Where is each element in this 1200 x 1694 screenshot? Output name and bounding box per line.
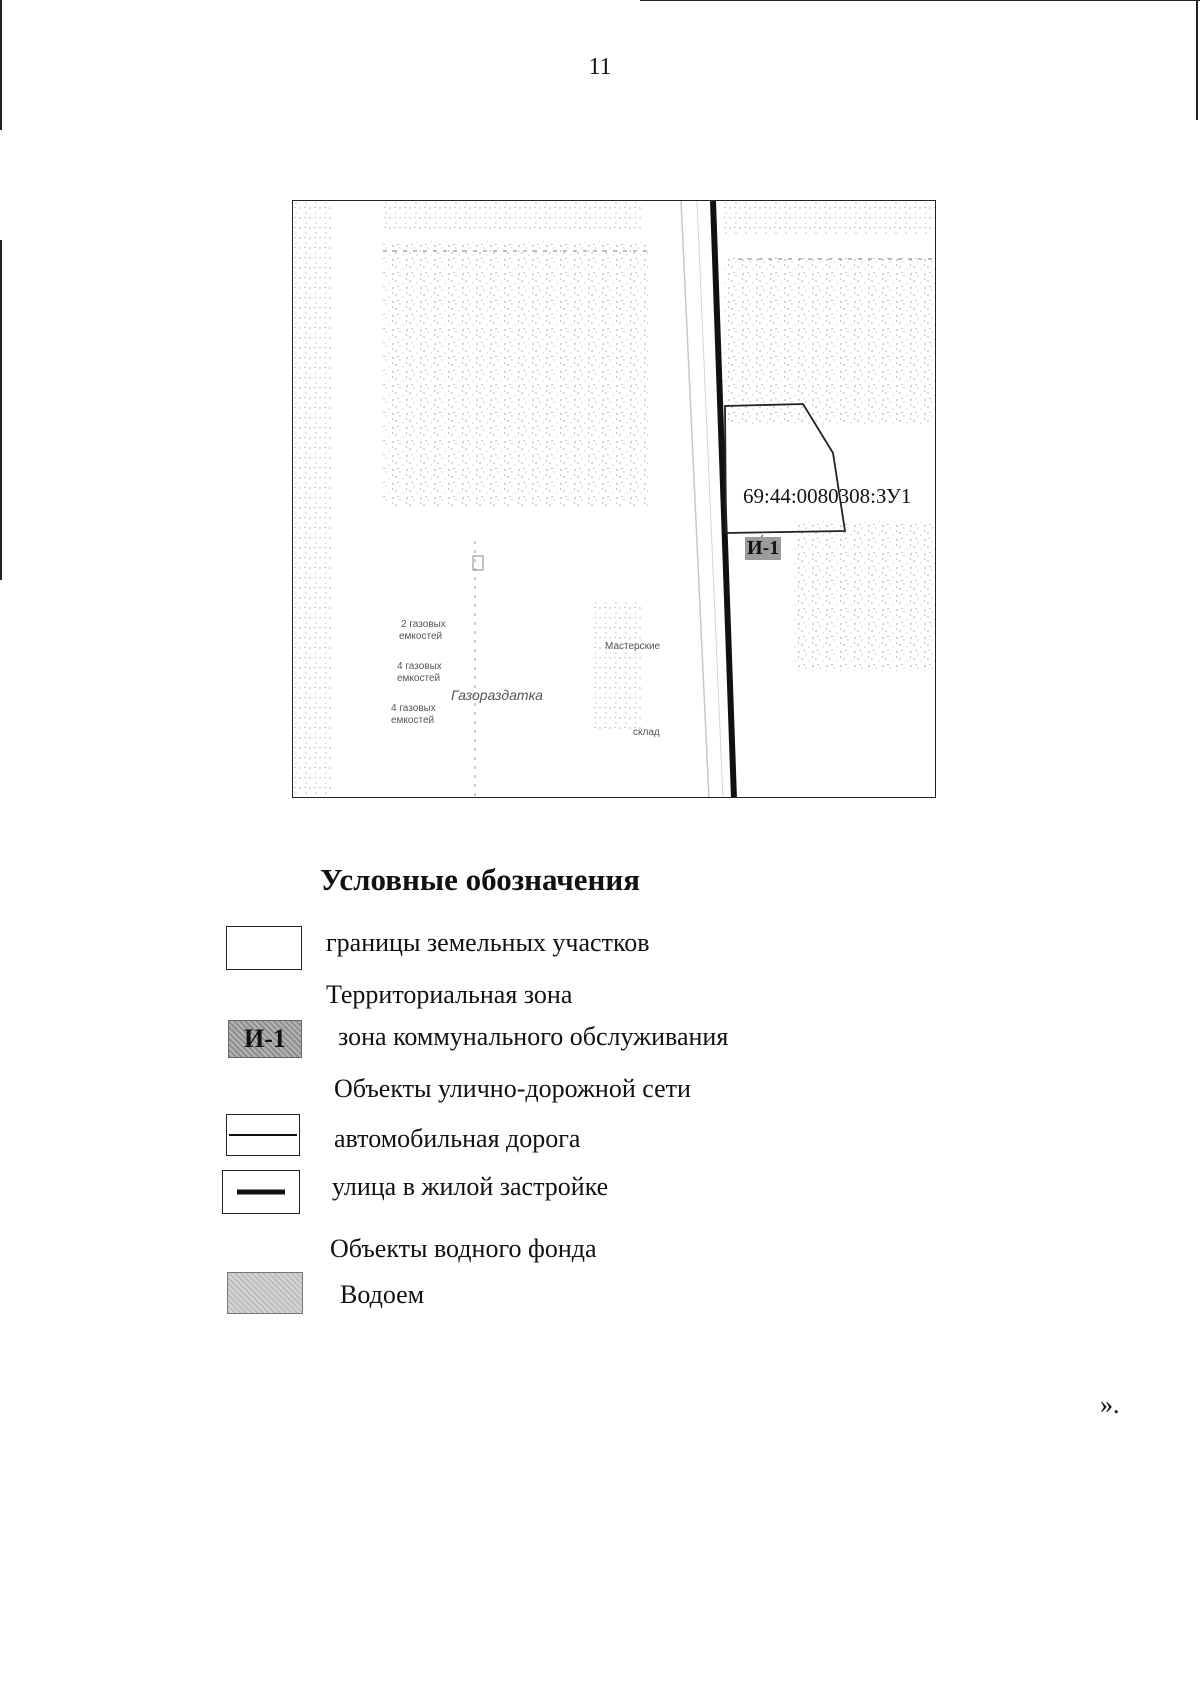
closing-quote-mark: ». — [1100, 1390, 1120, 1419]
map-label-tanks-4a: 4 газовых — [397, 661, 442, 672]
map-structure-small — [473, 556, 483, 570]
scan-edge-top — [640, 0, 1200, 1]
map-zone-badge: И-1 — [747, 537, 780, 559]
map-excerpt — [292, 200, 936, 798]
legend-parcel-boundary-swatch — [226, 926, 302, 970]
built-up-area-west-edge — [293, 201, 333, 798]
legend-water-heading: Объекты водного фонда — [330, 1234, 597, 1263]
map-label-tanks-2: 2 газовых — [401, 619, 446, 630]
map-label-tanks-4a-suffix: емкостей — [397, 673, 441, 684]
scan-edge-right — [1196, 0, 1198, 120]
legend-highway: автомобильная дорога — [334, 1124, 581, 1153]
built-up-area-southeast — [793, 521, 936, 671]
legend-residential-street: улица в жилой застройке — [332, 1172, 609, 1201]
legend-territorial-zone-heading: Территориальная зона — [326, 980, 573, 1009]
legend-street-network-heading: Объекты улично-дорожной сети — [334, 1074, 691, 1103]
scan-edge-left — [0, 0, 2, 130]
built-up-area-northwest — [383, 241, 648, 506]
legend-reservoir-swatch — [227, 1272, 303, 1314]
page-number: 11 — [588, 54, 612, 80]
map-label-workshop: Мастерские — [605, 641, 661, 652]
map-label-tanks-2-suffix: емкостей — [399, 631, 443, 642]
legend-parcel-boundaries: границы земельных участков — [326, 928, 650, 957]
thin-road-edge — [681, 201, 709, 798]
built-up-area-south — [593, 601, 643, 731]
scan-edge-left-lower — [0, 240, 2, 580]
built-up-area-east-strip — [723, 201, 936, 236]
map-label-gas-station: Газораздатка — [451, 687, 543, 703]
legend-highway-line — [229, 1134, 297, 1136]
built-up-area-north-strip — [383, 201, 643, 231]
legend-title: Условные обозначения — [320, 862, 641, 897]
legend-highway-swatch — [226, 1114, 300, 1156]
legend-reservoir: Водоем — [340, 1280, 425, 1309]
legend-zone-swatch: И-1 — [228, 1020, 302, 1058]
map-label-tanks-4b: 4 газовых — [391, 703, 436, 714]
built-up-area-northeast — [723, 256, 936, 426]
legend-residential-street-line — [237, 1190, 285, 1195]
parcel-cadastral-label: 69:44:0080308:ЗУ1 — [743, 484, 912, 508]
map-label-storage: склад — [633, 727, 660, 738]
legend-communal-zone: зона коммунального обслуживания — [338, 1022, 729, 1051]
map-label-tanks-4b-suffix: емкостей — [391, 715, 435, 726]
legend-residential-street-swatch — [222, 1170, 300, 1214]
